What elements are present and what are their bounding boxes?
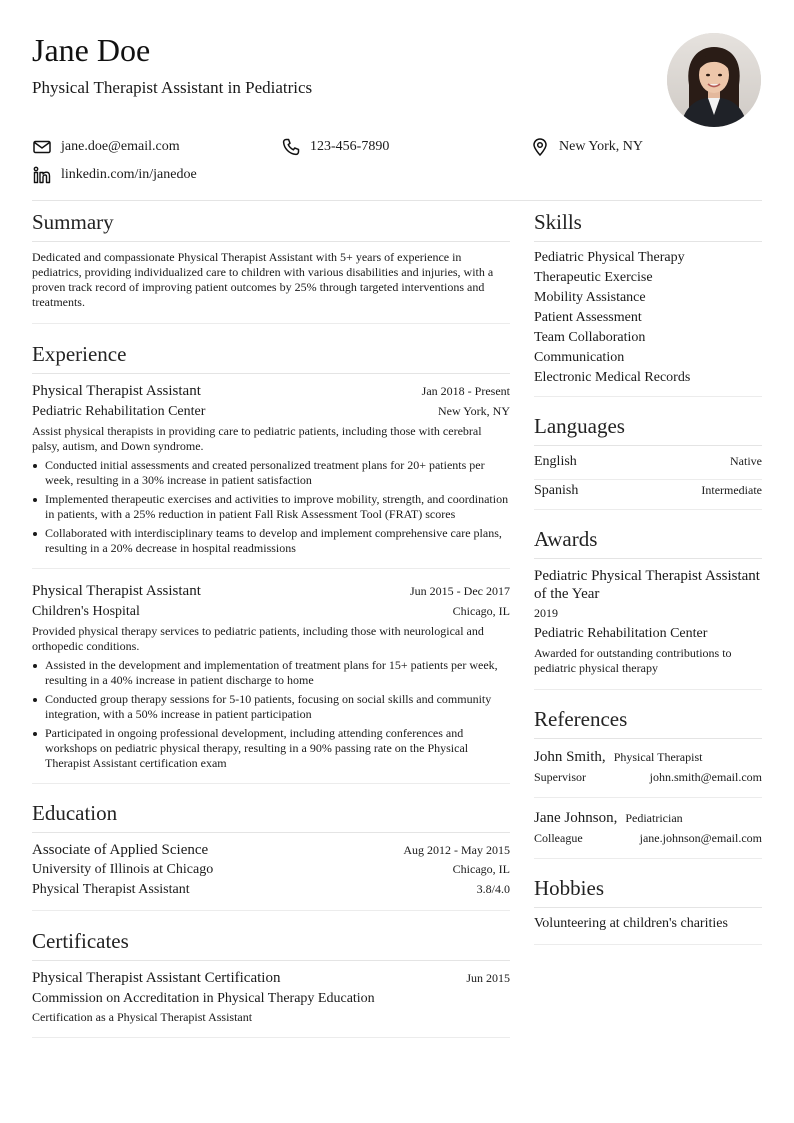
reference-relation: Supervisor [534,770,586,784]
reference-name: Jane Johnson, [534,810,618,826]
section-divider [534,396,762,397]
section-divider [534,858,762,859]
avatar [667,33,761,127]
job-bullet: Conducted group therapy sessions for 5-10 patients, focusing on social skills and community integration, with a 50% increase in patient participation [32,692,510,722]
job-bullet: Conducted initial assessments and created personalized treatment plans for 20+ patients per week, resulting in a 30% increase in patient satisfaction [32,458,510,488]
section-divider [534,738,762,739]
reference-entry [534,808,762,859]
sidebar-column [534,208,762,945]
language-row [534,452,762,472]
award-year: 2019 [534,606,558,620]
education-degree: Associate of Applied Science [32,842,209,858]
job-entry [32,381,510,569]
award-description: Awarded for outstanding contributions to pediatric physical therapy [534,646,732,675]
section-divider [534,907,762,908]
summary-section [32,208,510,324]
references-section [534,705,762,859]
awards-heading: Awards [534,527,598,551]
reference-name: John Smith, [534,749,606,765]
header-divider [32,200,762,201]
education-heading: Education [32,801,118,825]
language-row [534,481,762,501]
section-divider [534,445,762,446]
skills-section [534,208,762,397]
section-divider [534,479,762,480]
certificates-section [32,927,510,1038]
education-field: Physical Therapist Assistant [32,882,190,897]
job-title: Physical Therapist Assistant [32,583,201,599]
section-divider [534,558,762,559]
language-name: Spanish [534,483,579,498]
experience-heading: Experience [32,342,127,366]
skill-item: Patient Assessment [534,310,642,325]
section-divider [32,832,510,833]
education-school: University of Illinois at Chicago [32,862,214,877]
job-description: Provided physical therapy services to pediatric patients, including those with neurological and orthopedic conditions. [32,624,484,653]
skill-item: Team Collaboration [534,330,646,345]
job-dates: Jan 2018 - Present [421,384,510,398]
section-divider [32,910,510,911]
languages-heading: Languages [534,414,625,438]
awards-section [534,525,762,690]
award-org: Pediatric Rehabilitation Center [534,626,708,641]
linkedin-text: linkedin.com/in/janedoe [61,167,197,182]
main-column [32,208,510,1038]
section-divider [32,373,510,374]
summary-heading: Summary [32,210,114,234]
language-level: Intermediate [701,483,762,497]
phone-icon [281,137,301,157]
section-divider [32,783,510,784]
section-divider [534,509,762,510]
mail-icon [32,137,52,157]
award-name: Pediatric Physical Therapist Assistant of the Year [534,568,760,602]
reference-entry [534,747,762,798]
hobbies-section [534,874,762,945]
job-company: Children's Hospital [32,604,140,619]
linkedin-icon [32,165,52,185]
contact-linkedin[interactable] [32,165,197,185]
language-level: Native [730,454,762,468]
section-divider [32,960,510,961]
experience-section [32,340,510,784]
contact-email[interactable] [32,137,180,157]
email-text: jane.doe@email.com [61,139,180,154]
job-dates: Jun 2015 - Dec 2017 [410,584,510,598]
job-entry [32,581,510,784]
certificate-description: Certification as a Physical Therapist Assistant [32,1010,253,1024]
section-divider [32,1037,510,1038]
education-dates: Aug 2012 - May 2015 [403,843,510,857]
education-location: Chicago, IL [452,862,510,876]
job-bullet: Implemented therapeutic exercises and activities to improve mobility, strength, and coordination in patients, with a 25% reduction in patient Fall Risk Assessment Tool (FRAT) scores [32,492,510,522]
job-description: Assist physical therapists in providing care to pediatric patients, including those with cerebral palsy, autism, and Down syndrome. [32,424,482,453]
certificate-name: Physical Therapist Assistant Certification [32,970,281,986]
job-bullet: Participated in ongoing professional development, including attending conferences and workshops on pediatric physical therapy, resulting in a 90% passing rate on the Physical Therapist Assistant certification exam [32,726,510,771]
certificate-issuer: Commission on Accreditation in Physical Therapy Education [32,991,375,1006]
job-location: New York, NY [437,404,510,418]
section-divider [32,568,510,569]
education-section [32,799,510,911]
skill-item: Therapeutic Exercise [534,270,653,285]
phone-text: 123-456-7890 [310,139,390,154]
education-gpa: 3.8/4.0 [476,882,510,896]
contact-phone[interactable] [281,137,389,157]
section-divider [534,797,762,798]
reference-role: Physical Therapist [613,750,703,764]
section-divider [534,241,762,242]
skill-item: Electronic Medical Records [534,370,691,385]
job-bullet: Collaborated with interdisciplinary teams to develop and implement comprehensive care plans, resulting in a 20% decrease in hospital readmissions [32,526,510,556]
candidate-name: Jane Doe [32,32,151,68]
section-divider [32,323,510,324]
avatar-photo [667,33,761,127]
reference-email[interactable]: john.smith@email.com [649,770,762,784]
skill-item: Communication [534,350,625,365]
contact-location [530,137,643,157]
hobbies-heading: Hobbies [534,876,604,900]
certificate-date: Jun 2015 [466,971,510,985]
location-pin-icon [530,137,550,157]
hobby-item: Volunteering at children's charities [534,916,728,931]
language-name: English [534,454,577,469]
languages-section [534,412,762,510]
skill-item: Pediatric Physical Therapy [534,250,685,265]
reference-email[interactable]: jane.johnson@email.com [639,831,762,845]
job-title: Physical Therapist Assistant [32,383,201,399]
skill-item: Mobility Assistance [534,290,646,305]
reference-role: Pediatrician [625,811,683,825]
summary-text: Dedicated and compassionate Physical Therapist Assistant with 5+ years of experience in pediatrics, providing individualized care to children with various disabilities and injuries, with a proven track record of improving patient outcomes by 25% through targeted interventions and treatments. [32,250,494,309]
section-divider [32,241,510,242]
candidate-role: Physical Therapist Assistant in Pediatrics [32,78,313,97]
job-bullet: Assisted in the development and implementation of treatment plans for 15+ patients per week, resulting in a 40% increase in patient discharge to home [32,658,510,688]
certificates-heading: Certificates [32,929,129,953]
job-company: Pediatric Rehabilitation Center [32,404,206,419]
section-divider [534,689,762,690]
reference-relation: Colleague [534,831,583,845]
skills-heading: Skills [534,210,582,234]
location-text: New York, NY [559,139,644,154]
job-location: Chicago, IL [452,604,510,618]
section-divider [534,944,762,945]
references-heading: References [534,707,628,731]
